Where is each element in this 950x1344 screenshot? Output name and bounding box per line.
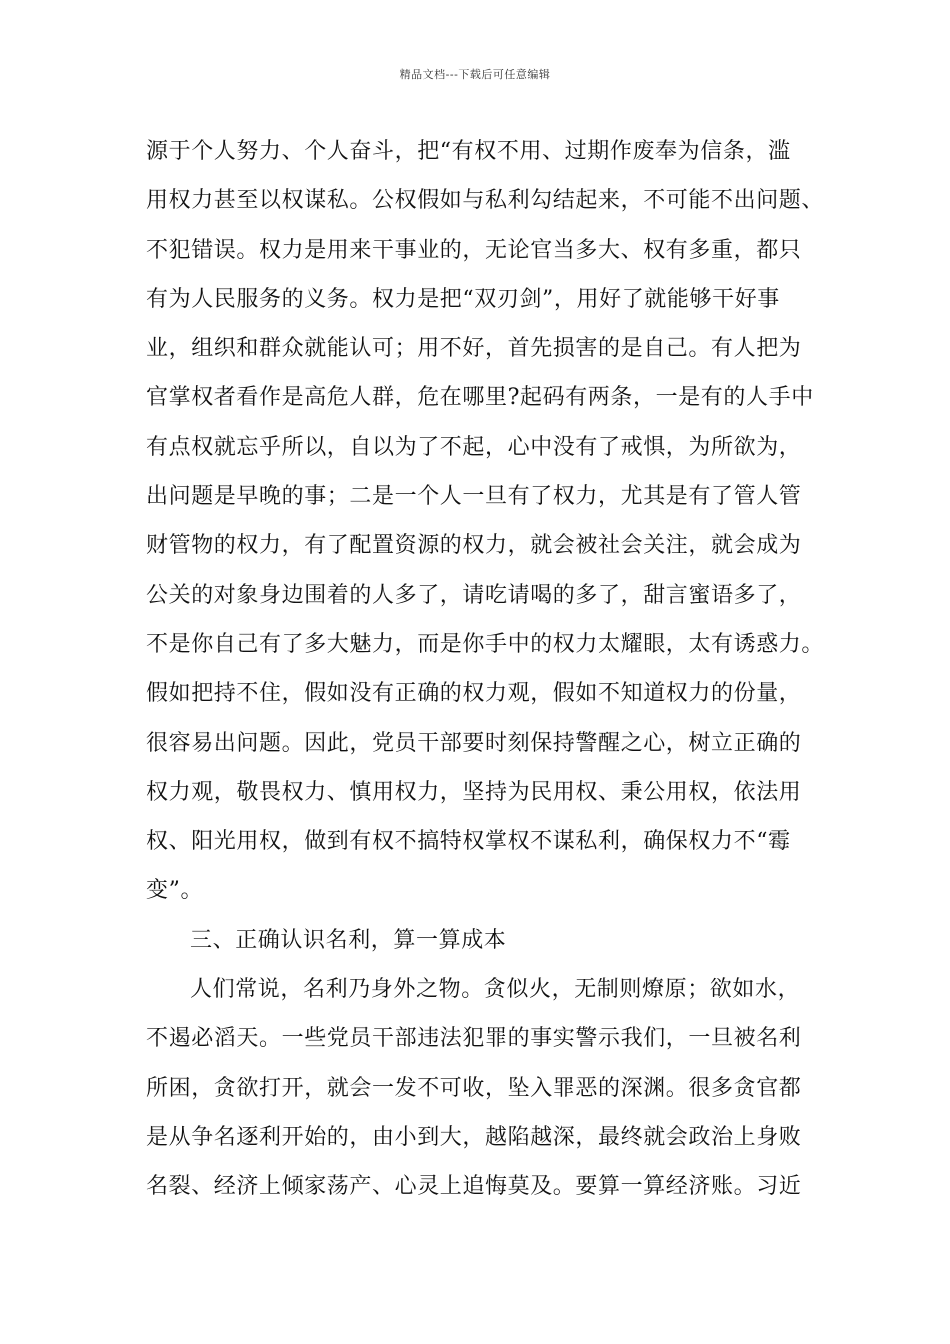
section-heading: 三、正确认识名利，算一算成本 bbox=[190, 927, 507, 953]
text-line: 有为人民服务的义务。权力是把“双刃剑”，用好了就能够干好事 bbox=[146, 286, 780, 312]
text-line: 公关的对象身边围着的人多了，请吃请喝的多了，甜言蜜语多了， bbox=[146, 582, 802, 608]
paragraph-first-line: 人们常说，名利乃身外之物。贪似火，无制则燎原；欲如水， bbox=[190, 977, 801, 1003]
text-line: 权、阳光用权，做到有权不搞特权掌权不谋私利，确保权力不“霉 bbox=[146, 829, 791, 855]
text-line: 不遏必滔天。一些党员干部违法犯罪的事实警示我们，一旦被名利 bbox=[146, 1026, 802, 1052]
text-line: 很容易出问题。因此，党员干部要时刻保持警醒之心，树立正确的 bbox=[146, 730, 802, 756]
text-line: 所困，贪欲打开，就会一发不可收，坠入罪恶的深渊。很多贪官都 bbox=[146, 1075, 802, 1101]
text-line: 财管物的权力，有了配置资源的权力，就会被社会关注，就会成为 bbox=[146, 533, 802, 559]
text-line: 业，组织和群众就能认可；用不好，首先损害的是自己。有人把为 bbox=[146, 336, 802, 362]
text-line: 权力观，敬畏权力、慎用权力，坚持为民用权、秉公用权，依法用 bbox=[146, 779, 802, 805]
text-line: 源于个人努力、个人奋斗，把“有权不用、过期作废奉为信条，滥 bbox=[146, 139, 791, 164]
text-line: 名裂、经济上倾家荡产、心灵上追悔莫及。要算一算经济账。习近 bbox=[146, 1174, 802, 1200]
text-line: 变”。 bbox=[146, 878, 204, 904]
text-line: 有点权就忘乎所以，自以为了不起，心中没有了戒惧，为所欲为， bbox=[146, 434, 802, 460]
document-body bbox=[146, 132, 825, 1217]
text-line: 不犯错误。权力是用来干事业的，无论官当多大、权有多重，都只 bbox=[146, 237, 802, 263]
text-line: 是从争名逐利开始的，由小到大，越陷越深，最终就会政治上身败 bbox=[146, 1124, 802, 1150]
text-line: 假如把持不住，假如没有正确的权力观，假如不知道权力的份量， bbox=[146, 681, 802, 707]
text-line: 用权力甚至以权谋私。公权假如与私利勾结起来，不可能不出问题、 bbox=[146, 188, 825, 214]
text-line: 出问题是早晚的事；二是一个人一旦有了权力，尤其是有了管人管 bbox=[146, 484, 802, 510]
text-line: 不是你自己有了多大魅力，而是你手中的权力太耀眼，太有诱惑力。 bbox=[146, 631, 825, 657]
page-header: 精品文档---下载后可任意编辑 bbox=[399, 68, 551, 81]
text-line: 官掌权者看作是高危人群，危在哪里?起码有两条，一是有的人手中 bbox=[146, 385, 814, 411]
